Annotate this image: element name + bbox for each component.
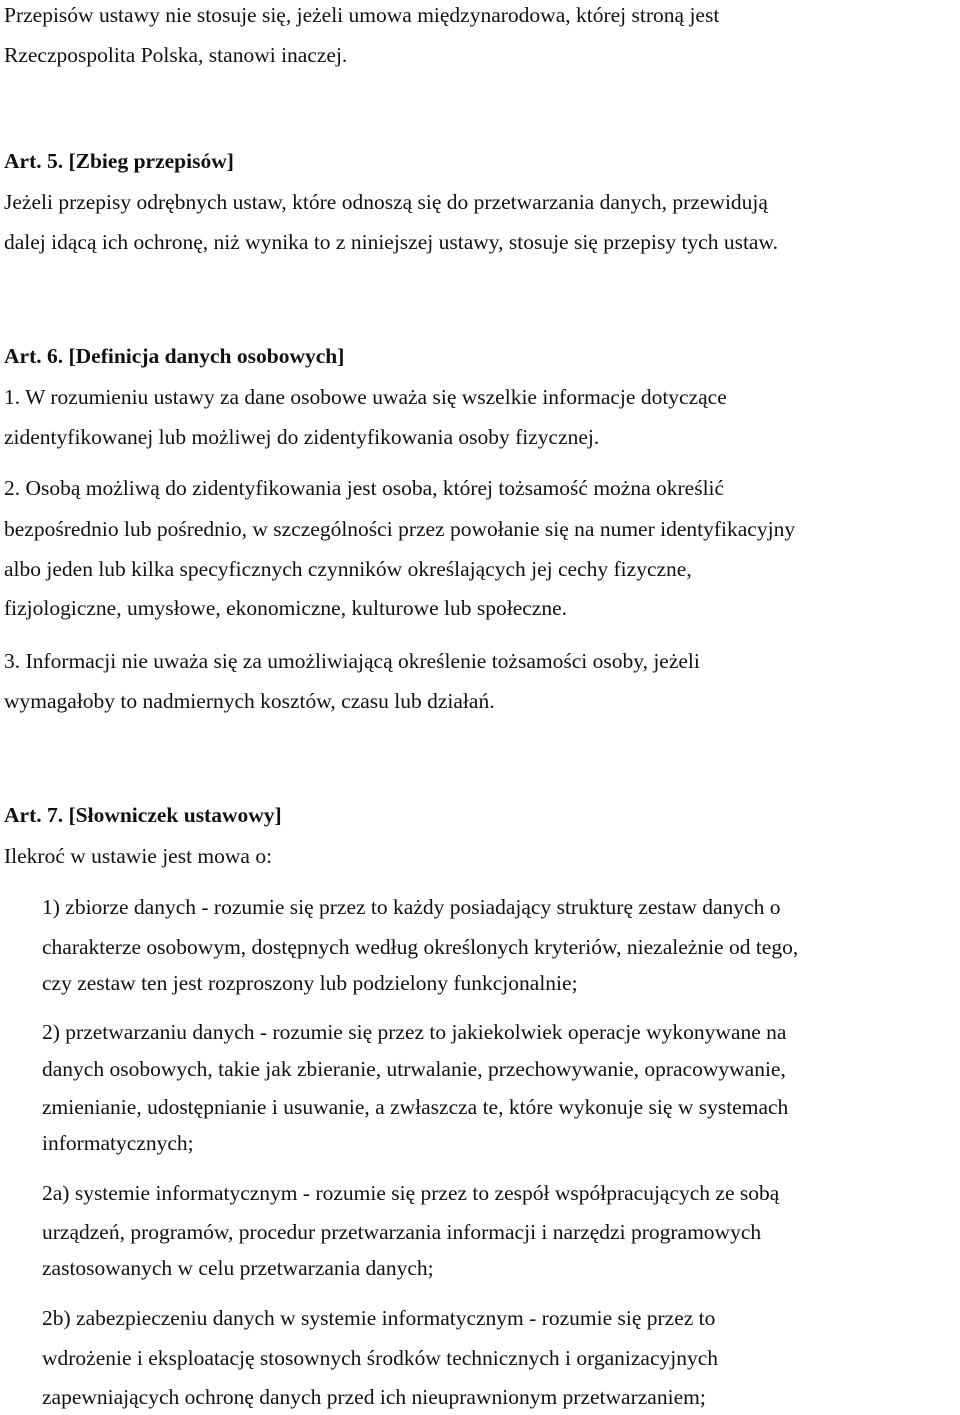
art7-item1-line: charakterze osobowym, dostępnych według określonych kryteriów, niezależnie od tego, [42,935,799,959]
art7-item2-line: zmienianie, udostępnianie i usuwanie, a zwłaszcza te, które wykonuje się w systemach [42,1095,789,1119]
art6-p2-line: 2. Osobą możliwą do zidentyfikowania jest osoba, której tożsamość można określić [4,476,725,500]
art6-p3-line: 3. Informacji nie uważa się za umożliwiającą określenie tożsamości osoby, jeżeli [4,649,700,673]
art6-heading: Art. 6. [Definicja danych osobowych] [4,344,345,368]
art7-item2b-line: 2b) zabezpieczeniu danych w systemie informatycznym - rozumie się przez to [42,1306,716,1330]
art6-p2-line: bezpośrednio lub pośrednio, w szczególności przez powołanie się na numer identyfikacyjny [4,517,796,541]
art5-heading: Art. 5. [Zbieg przepisów] [4,149,234,173]
art5-line: dalej idącą ich ochronę, niż wynika to z niniejszej ustawy, stosuje się przepisy tych ustaw. [4,230,778,254]
art7-item2-line: informatycznych; [42,1131,194,1155]
art6-p3-line: wymagałoby to nadmiernych kosztów, czasu lub działań. [4,689,495,713]
art6-p2-line: fizjologiczne, umysłowe, ekonomiczne, kulturowe lub społeczne. [4,596,568,620]
art7-item1-line: 1) zbiorze danych - rozumie się przez to każdy posiadający strukturę zestaw danych o [42,895,781,919]
art7-intro: Ilekroć w ustawie jest mowa o: [4,844,273,868]
art6-p1-line: 1. W rozumieniu ustawy za dane osobowe uważa się wszelkie informacje dotyczące [4,385,727,409]
art7-item2a-line: zastosowanych w celu przetwarzania danych; [42,1256,434,1280]
art7-item2b-line: wdrożenie i eksploatację stosownych środków technicznych i organizacyjnych [42,1346,719,1370]
art7-heading: Art. 7. [Słowniczek ustawowy] [4,803,282,827]
art6-p2-line: albo jeden lub kilka specyficznych czynników określających jej cechy fizyczne, [4,557,692,581]
art7-item2-line: danych osobowych, takie jak zbieranie, utrwalanie, przechowywanie, opracowywanie, [42,1057,786,1081]
art5-line: Jeżeli przepisy odrębnych ustaw, które odnoszą się do przetwarzania danych, przewidują [4,190,768,214]
art7-item2b-line: zapewniających ochronę danych przed ich nieuprawnionym przetwarzaniem; [42,1385,706,1409]
art7-item2a-line: 2a) systemie informatycznym - rozumie się przez to zespół współpracujących ze sobą [42,1181,780,1205]
art7-item2a-line: urządzeń, programów, procedur przetwarzania informacji i narzędzi programowych [42,1220,762,1244]
art7-item1-line: czy zestaw ten jest rozproszony lub podzielony funkcjonalnie; [42,971,578,995]
art7-item2-line: 2) przetwarzaniu danych - rozumie się przez to jakiekolwiek operacje wykonywane na [42,1020,787,1044]
art6-p1-line: zidentyfikowanej lub możliwej do zidentyfikowania osoby fizycznej. [4,425,600,449]
intro-line: Rzeczpospolita Polska, stanowi inaczej. [4,43,348,67]
intro-line: Przepisów ustawy nie stosuje się, jeżeli umowa międzynarodowa, której stroną jest [4,3,720,27]
